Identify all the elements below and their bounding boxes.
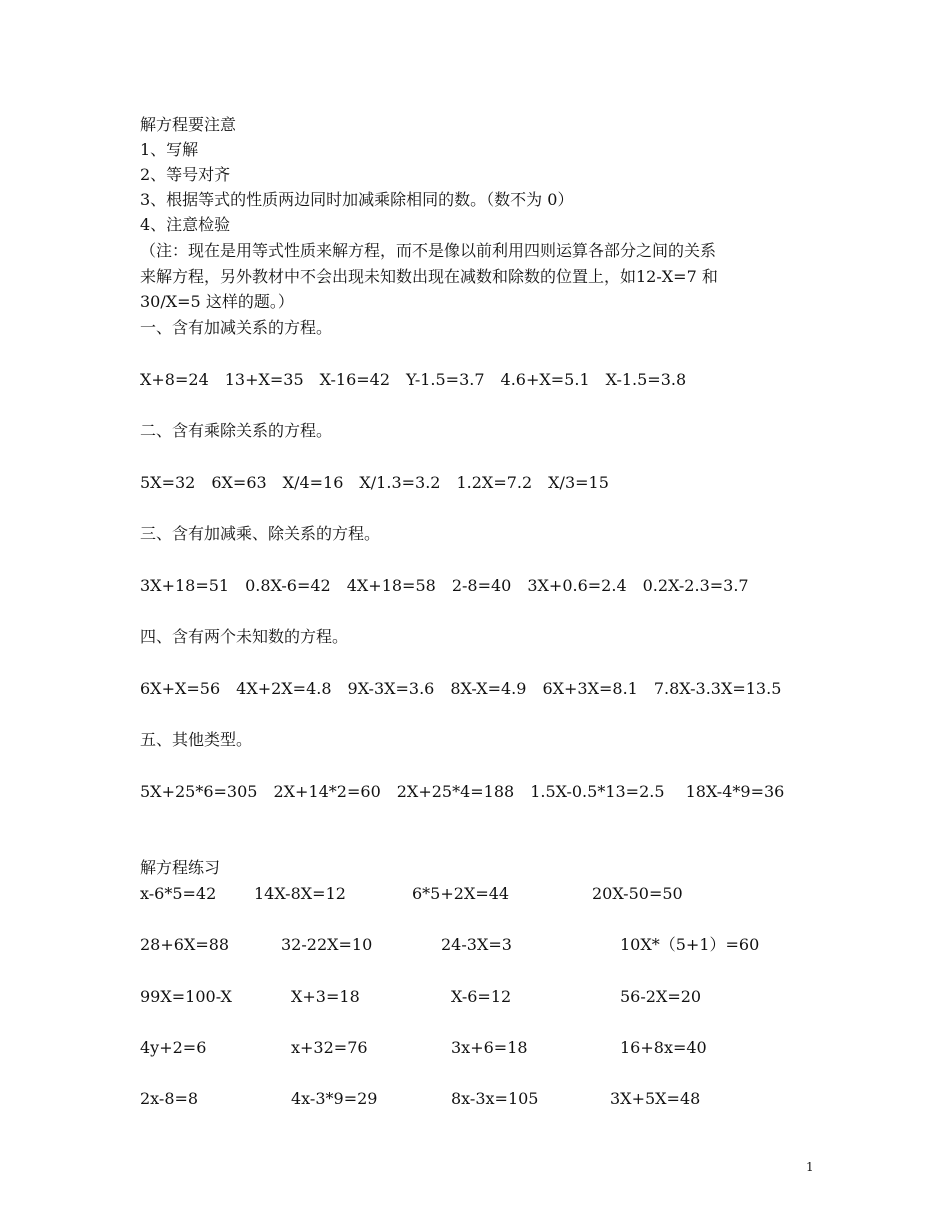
practice-cell: 24-3X=3 [441,935,512,954]
practice-cell: X-6=12 [451,987,512,1006]
section-equations-5: 5X+25*6=305 2X+14*2=60 2X+25*4=188 1.5X-0.5*13=2.5 18X-4*9=36 [140,782,785,801]
practice-cell: 99X=100-X [140,987,232,1006]
note-line-2: 来解方程，另外教材中不会出现未知数出现在减数和除数的位置上，如12-X=7 和 [140,267,718,286]
section-equations-3: 3X+18=51 0.8X-6=42 4X+18=58 2-8=40 3X+0.6=2.4 0.2X-2.3=3.7 [140,576,749,595]
practice-cell: 4y+2=6 [140,1038,207,1057]
practice-cell: 56-2X=20 [620,987,702,1006]
practice-cell: 28+6X=88 [140,935,230,954]
practice-cell: 3X+5X=48 [610,1089,701,1108]
note-line-1: （注：现在是用等式性质来解方程，而不是像以前利用四则运算各部分之间的关系 [140,241,717,260]
section-equations-2: 5X=32 6X=63 X/4=16 X/1.3=3.2 1.2X=7.2 X/3=15 [140,473,609,492]
rule-3: 3、根据等式的性质两边同时加减乘除相同的数。（数不为 0） [140,190,574,209]
section-heading-2: 二、含有乘除关系的方程。 [140,421,333,440]
practice-cell: 32-22X=10 [281,935,373,954]
section-heading-3: 三、含有加减乘、除关系的方程。 [140,524,381,543]
section-heading-1: 一、含有加减关系的方程。 [140,318,333,337]
note-line-3: 30/X=5 这样的题。） [140,292,294,311]
practice-cell: X+3=18 [291,987,360,1006]
practice-cell: 20X-50=50 [592,884,683,903]
practice-cell: 4x-3*9=29 [291,1089,378,1108]
practice-cell: x+32=76 [291,1038,368,1057]
section-heading-5: 五、其他类型。 [140,730,253,749]
practice-cell: 2x-8=8 [140,1089,199,1108]
section-equations-4: 6X+X=56 4X+2X=4.8 9X-3X=3.6 8X-X=4.9 6X+3X=8.1 7.8X-3.3X=13.5 [140,679,782,698]
practice-cell: 8x-3x=105 [451,1089,539,1108]
page-number: 1 [806,1160,814,1174]
practice-cell: 16+8x=40 [620,1038,707,1057]
practice-cell: 3x+6=18 [451,1038,528,1057]
practice-cell: 6*5+2X=44 [412,884,510,903]
practice-cell: 14X-8X=12 [254,884,346,903]
practice-cell: x-6*5=42 [140,884,217,903]
section-equations-1: X+8=24 13+X=35 X-16=42 Y-1.5=3.7 4.6+X=5.1 X-1.5=3.8 [140,370,687,389]
rule-1: 1、写解 [140,140,199,159]
practice-title: 解方程练习 [140,858,221,877]
section-heading-4: 四、含有两个未知数的方程。 [140,627,349,646]
rule-4: 4、注意检验 [140,215,231,234]
practice-cell: 10X*（5+1）=60 [620,935,760,954]
intro-title: 解方程要注意 [140,115,237,134]
rule-2: 2、等号对齐 [140,165,231,184]
